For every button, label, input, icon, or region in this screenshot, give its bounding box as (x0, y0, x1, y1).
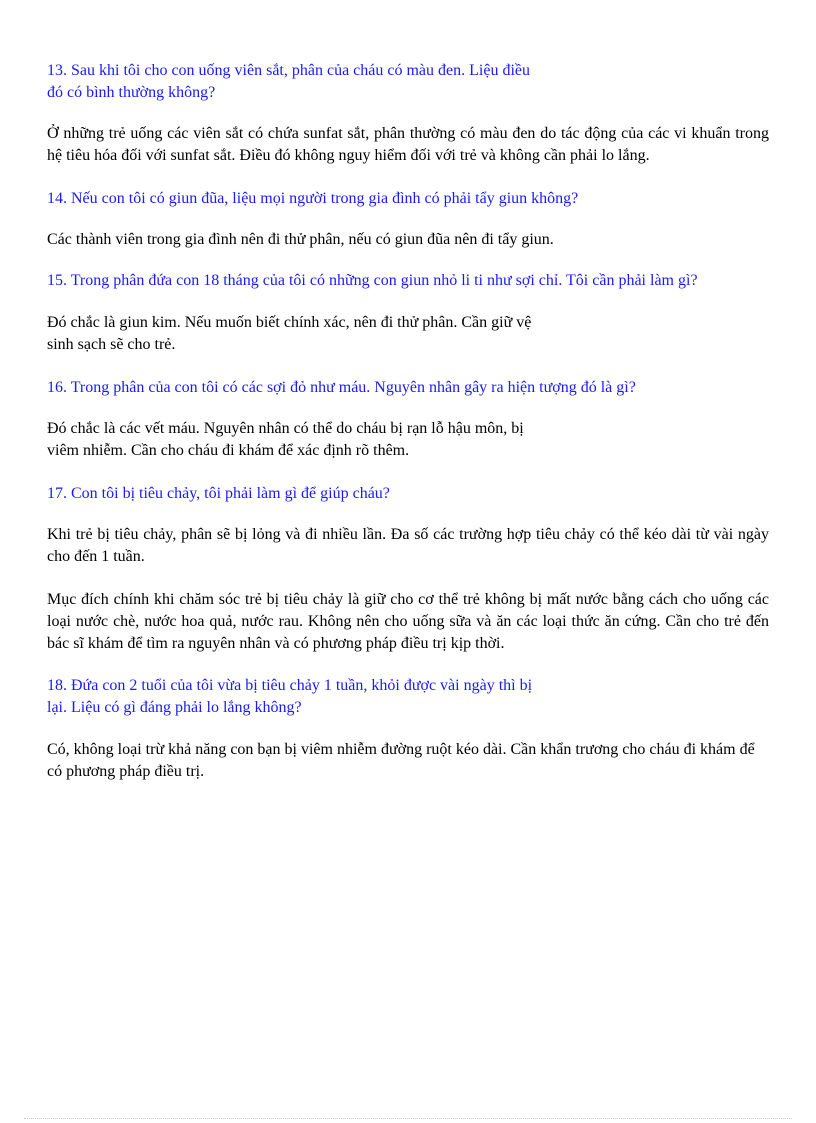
question-16: 16. Trong phân của con tôi có các sợi đỏ như máu. Nguyên nhân gây ra hiện tượng đó là gì? (47, 379, 636, 396)
question-18 (47, 675, 769, 719)
answer-13: Ở những trẻ uống các viên sắt có chứa sunfat sắt, phân thường có màu đen do tác động của các vi khuẩn trong hệ tiêu hóa đối với sunfat sắt. Điều đó không nguy hiểm đối với trẻ và không cần phải lo lắng. (47, 125, 769, 164)
question-13-line-2: đó có bình thường không? (47, 84, 216, 101)
answer-17-paragraph-2: Mục đích chính khi chăm sóc trẻ bị tiêu chảy là giữ cho cơ thể trẻ không bị mất nước bằng cách cho uống các loại nước chè, nước hoa quả, nước rau. Không nên cho uống sữa và ăn các loại thức ăn cứng. Cần cho trẻ đến bác sĩ khám để tìm ra nguyên nhân và có phương pháp điều trị kịp thời. (47, 591, 769, 652)
answer-15-line-2: sinh sạch sẽ cho trẻ. (47, 336, 176, 353)
question-18-line-2: lại. Liệu có gì đáng phải lo lắng không? (47, 699, 302, 716)
answer-18: Có, không loại trừ khả năng con bạn bị viêm nhiễm đường ruột kéo dài. Cần khẩn trương cho cháu đi khám để có phương pháp điều trị. (47, 741, 755, 780)
question-13-line-1: 13. Sau khi tôi cho con uống viên sắt, phân của cháu có màu đen. Liệu điều (47, 62, 530, 79)
question-18-line-1: 18. Đứa con 2 tuổi của tôi vừa bị tiêu chảy 1 tuần, khỏi được vài ngày thì bị (47, 677, 533, 694)
answer-15 (47, 312, 769, 356)
page-bottom-divider (24, 1118, 792, 1119)
document-page (47, 60, 769, 783)
answer-17-paragraph-1: Khi trẻ bị tiêu chảy, phân sẽ bị lỏng và đi nhiều lần. Đa số các trường hợp tiêu chảy có thể kéo dài từ vài ngày cho đến 1 tuần. (47, 526, 769, 565)
question-14: 14. Nếu con tôi có giun đũa, liệu mọi người trong gia đình có phải tẩy giun không? (47, 190, 579, 207)
answer-14: Các thành viên trong gia đình nên đi thử phân, nếu có giun đũa nên đi tẩy giun. (47, 231, 554, 248)
answer-15-line-1: Đó chắc là giun kim. Nếu muốn biết chính xác, nên đi thử phân. Cần giữ vệ (47, 314, 532, 331)
question-13 (47, 60, 769, 104)
answer-16 (47, 418, 769, 462)
question-17: 17. Con tôi bị tiêu chảy, tôi phải làm gì để giúp cháu? (47, 485, 390, 502)
answer-16-line-1: Đó chắc là các vết máu. Nguyên nhân có thể do cháu bị rạn lỗ hậu môn, bị (47, 420, 524, 437)
question-15: 15. Trong phân đứa con 18 tháng của tôi có những con giun nhỏ li ti như sợi chỉ. Tôi cần phải làm gì? (47, 272, 698, 289)
answer-16-line-2: viêm nhiễm. Cần cho cháu đi khám để xác định rõ thêm. (47, 442, 410, 459)
